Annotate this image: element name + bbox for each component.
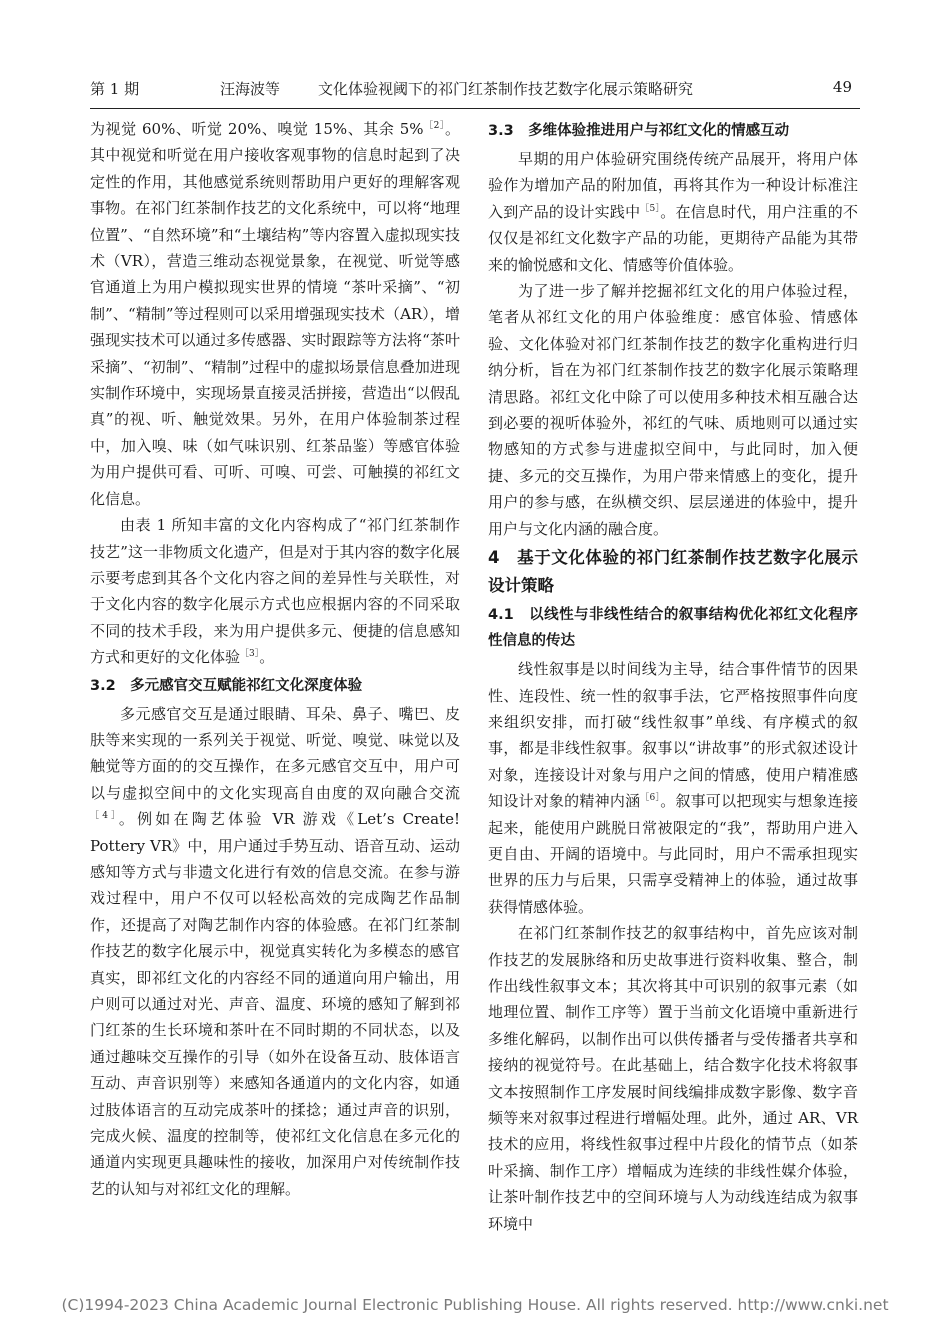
- paragraph-multisensory: 多元感官交互是通过眼睛、耳朵、鼻子、嘴巴、皮肤等来实现的一系列关于视觉、听觉、嗅觉、味觉以及触觉等方面的的交互操作，在多元感官交互中，用户可以与虚拟空间中的文化实现高自由度的双向融合交流$^{[4]}$。例如在陶艺体验 VR 游戏《Let’s Create! Pottery VR》中，用户通过手势互动、语音互动、运动感知等方式与非遗文化进行有效的信息交流。在参与游戏过程中，用户不仅可以轻松高效的完成陶艺作品制作，还提高了对陶艺制作内容的体验感。在祁门红茶制作技艺的数字化展示中，视觉真实转化为多模态的感官真实，即祁红文化的内容经不同的通道向用户输出，用户则可以通过对光、声音、温度、环境的感知了解到祁门红茶的生长环境和茶叶在不同时期的不同状态，以及通过趣味交互操作的引导（如外在设备互动、肢体语言互动、声音识别等）来感知各通道内的文化内容，如通过肢体语言的互动完成茶叶的揉捻；通过声音的识别，完成火候、温度的控制等，使祁红文化信息在多元化的通道内实现更具趣味性的接收，加深用户对传统制作技艺的认知与对祁红文化的理解。: [90, 704, 460, 1198]
- paragraph-table1: 由表 1 所知丰富的文化内容构成了“祁门红茶制作技艺”这一非物质文化遗产，但是对于其内容的数字化展示要考虑到其各个文化内容之间的差异性与关联性，对于文化内容的数字化展示方式也应根据内容的不同采取不同的技术手段，来为用户提供多元、便捷的信息感知方式和更好的文化体验$^{[3]}$。: [90, 516, 460, 667]
- running-header: [90, 72, 860, 109]
- right-column: [488, 116, 858, 1237]
- citation-2: ［2］: [423, 121, 445, 131]
- section-heading-4-1: 4.1 以线性与非线性结合的叙事结构优化祁红文化程序性信息的传达: [488, 607, 858, 650]
- section-heading-3-2: 3.2 多元感官交互赋能祁红文化深度体验: [90, 677, 363, 694]
- section-heading-4: 4 基于文化体验的祁门红茶制作技艺数字化展示设计策略: [488, 548, 858, 596]
- paragraph-user-experience: 早期的用户体验研究围绕传统产品展开，将用户体验作为增加产品的附加值，再将其作为一种设计标准注入到产品的设计实践中$^{[5]}$。在信息时代，用户注重的不仅仅是祁红文化数字产品的功能，更期待产品能为其带来的愉悦感和文化、情感等价值体验。: [488, 150, 858, 274]
- issue-number: 第 1 期: [90, 80, 140, 98]
- header-title: 文化体验视阈下的祁门红茶制作技艺数字化展示策略研究: [318, 80, 694, 98]
- section-heading-3-3: 3.3 多维体验推进用户与祁红文化的情感互动: [488, 123, 790, 139]
- page-number: 49: [832, 78, 852, 96]
- citation-5: ［5］: [640, 203, 661, 214]
- paragraph-narrative-structure: 在祁门红茶制作技艺的叙事结构中，首先应该对制作技艺的发展脉络和历史故事进行资料收集、整合，制作出线性叙事文本；其次将其中可识别的叙事元素（如地理位置、制作工序等）置于当前文化语境中重新进行多维化解码，以制作出可以供传播者与受传播者共享和接纳的视觉符号。在此基础上，结合数字化技术将叙事文本按照制作工序发展时间线编排成数字影像、数字音频等来对叙事过程进行增幅处理。此外，通过 AR、VR 技术的应用，将线性叙事过程中片段化的情节点（如茶叶采摘、制作工序）增幅成为连续的非线性媒介体验，让茶叶制作技艺中的空间环境与人为动线连结成为叙事环境中: [488, 924, 858, 1233]
- copyright-footer: (C)1994-2023 China Academic Journal Electronic Publishing House. All rights reserved. http://www.cnki.net: [61, 1296, 889, 1314]
- citation-4: ［4］: [90, 811, 119, 822]
- paragraph-linear-narrative: 线性叙事是以时间线为主导，结合事件情节的因果性、连段性、统一性的叙事手法，它严格按照事件向度来组织安排，而打破“线性叙事”单线、有序模式的叙事，都是非线性叙事。叙事以“讲故事”的形式叙述设计对象，连接设计对象与用户之间的情感，使用户精准感知设计对象的精神内涵$^{[6]}$。叙事可以把现实与想象连接起来，能使用户跳脱日常被限定的“我”，帮助用户进入更自由、开阔的语境中。与此同时，用户不需承担现实世界的压力与后果，只需享受精神上的体验，通过故事获得情感体验。: [488, 660, 858, 916]
- paragraph-senses: 为视觉 60%、听觉 20%、嗅觉 15%、其余 5%$^{[2]}$。其中视觉和听觉在用户接收客观事物的信息时起到了决定性的作用，其他感觉系统则帮助用户更好的理解客观事物。在祁门红茶制作技艺的文化系统中，可以将“地理位置”、“自然环境”和“土壤结构”等内容置入虚拟现实技术（VR），营造三维动态视觉景象，在视觉、听觉等感官通道上为用户模拟现实世界的情境 “茶叶采摘”、“初制”、“精制”等过程则可以采用增强现实技术（AR），增强现实技术可以通过多传感器、实时跟踪等方法将“茶叶采摘”、“初制”、“精制”过程中的虚拟场景信息叠加进现实制作环境中，实现场景直接灵活拼接，营造出“以假乱真”的视、听、触觉效果。另外，在用户体验制茶过程中，加入嗅、味（如气味识别、红茶品鉴）等感官体验为用户提供可看、可听、可嗅、可尝、可触摸的祁红文化信息。: [90, 120, 460, 508]
- left-column: [90, 116, 460, 1202]
- header-authors: 汪海波等: [220, 80, 281, 98]
- citation-3: ［3］: [240, 649, 260, 660]
- citation-6: ［6］: [640, 793, 661, 804]
- paragraph-dimensions: 为了进一步了解并挖掘祁红文化的用户体验过程，笔者从祁红文化的用户体验维度：感官体验、情感体验、文化体验对祁门红茶制作技艺的数字化重构进行归纳分析，旨在为祁门红茶制作技艺的数字化展示策略理清思路。祁红文化中除了可以使用多种技术相互融合达到必要的视听体验外，祁红的气味、质地则可以通过实物感知的方式参与进虚拟空间中，与此同时，加入便捷、多元的交互操作，为用户带来情感上的变化，提升用户的参与感，在纵横交织、层层递进的体验中，提升用户与文化内涵的融合度。: [488, 282, 858, 538]
